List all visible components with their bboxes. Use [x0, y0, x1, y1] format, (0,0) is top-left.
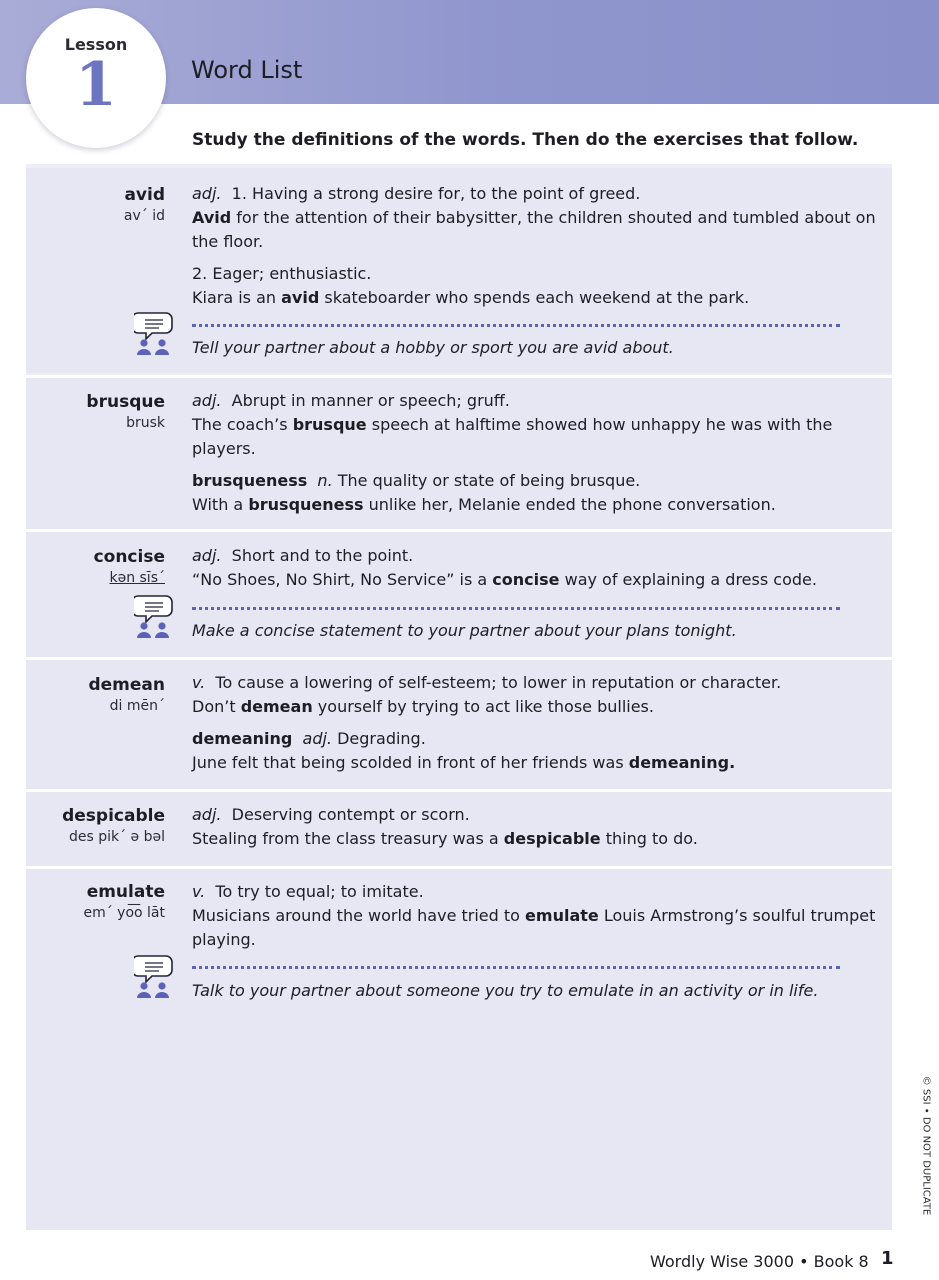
partner-prompt: Talk to your partner about someone you try to emulate in an activity or in life.	[192, 981, 819, 1000]
definition-text: Eager; enthusiastic.	[212, 264, 372, 283]
headword: concise	[93, 547, 165, 567]
example-text: for the attention of their babysitter, the children shouted and tumbled about on the floor.	[192, 208, 876, 251]
definition-block	[192, 389, 882, 517]
definition-block	[192, 880, 882, 952]
definition-block	[192, 803, 882, 851]
talk-icon	[134, 593, 176, 641]
example-text: speech at halftime showed how unhappy he was with the players.	[192, 415, 833, 458]
derived-word: brusqueness	[192, 471, 308, 490]
example-keyword: brusqueness	[248, 495, 364, 514]
page-number: 1	[881, 1248, 894, 1269]
example-keyword: demeaning.	[628, 753, 736, 772]
example-keyword: demean	[240, 697, 313, 716]
example-keyword: brusque	[292, 415, 367, 434]
pronunciation: av´ id	[123, 208, 165, 224]
example-text: Louis Armstrong’s soulful trumpet playing.	[192, 906, 876, 949]
example-text: thing to do.	[600, 829, 698, 848]
definition-text: To cause a lowering of self-esteem; to lower in reputation or character.	[215, 673, 782, 692]
definition-text: Abrupt in manner or speech; gruff.	[231, 391, 510, 410]
dotted-rule	[192, 324, 840, 327]
talk-icon	[134, 310, 176, 358]
definition-text: Degrading.	[337, 729, 426, 748]
part-of-speech: n.	[317, 471, 333, 490]
example-keyword: Avid	[192, 208, 232, 227]
pronunciation: di mēn´	[109, 698, 165, 714]
definition-text: The quality or state of being brusque.	[337, 471, 641, 490]
example-text: Stealing from the class treasury was a	[192, 829, 504, 848]
example-text: skateboarder who spends each weekend at the park.	[319, 288, 750, 307]
derived-word: demeaning	[192, 729, 293, 748]
example-text: yourself by trying to act like those bullies.	[312, 697, 654, 716]
sense-number: 2.	[192, 264, 208, 283]
part-of-speech: adj.	[192, 805, 222, 824]
pronunciation: des pik´ ə bəl	[68, 829, 165, 845]
example-text: With a	[192, 495, 249, 514]
part-of-speech: adj.	[302, 729, 333, 748]
example-keyword: despicable	[503, 829, 601, 848]
instructions: Study the definitions of the words. Then do the exercises that follow.	[192, 130, 859, 150]
part-of-speech: adj.	[192, 546, 222, 565]
definition-text: Having a strong desire for, to the point of greed.	[252, 184, 641, 203]
example-keyword: emulate	[525, 906, 599, 925]
lesson-badge	[26, 8, 166, 148]
lesson-label: Lesson	[64, 35, 128, 54]
example-text: Musicians around the world have tried to	[192, 906, 526, 925]
definition-block	[192, 671, 882, 775]
part-of-speech: v.	[192, 673, 206, 692]
definition-text: To try to equal; to imitate.	[215, 882, 424, 901]
definition-block	[192, 544, 882, 592]
example-keyword: concise	[492, 570, 560, 589]
sense-number: 1.	[231, 184, 247, 203]
example-text: “No Shoes, No Shirt, No Service” is a	[192, 570, 493, 589]
example-text: way of explaining a dress code.	[559, 570, 817, 589]
example-keyword: avid	[281, 288, 320, 307]
headword: brusque	[86, 392, 165, 412]
pronunciation: kən sīs´	[109, 570, 165, 586]
talk-icon	[134, 953, 176, 1001]
example-text: The coach’s	[192, 415, 293, 434]
headword: avid	[124, 185, 165, 205]
footer-book-title: Wordly Wise 3000 • Book 8	[650, 1252, 869, 1271]
definition-text: Short and to the point.	[231, 546, 414, 565]
headword: emulate	[86, 882, 165, 902]
part-of-speech: v.	[192, 882, 206, 901]
definition-text: Deserving contempt or scorn.	[231, 805, 470, 824]
part-of-speech: adj.	[192, 184, 222, 203]
part-of-speech: adj.	[192, 391, 222, 410]
headword: demean	[88, 675, 165, 695]
pronunciation: brusk	[126, 415, 165, 431]
headword: despicable	[62, 806, 165, 826]
example-text: June felt that being scolded in front of her friends was	[192, 753, 629, 772]
copyright-notice: © SSI • DO NOT DUPLICATE	[920, 1075, 932, 1216]
pronunciation: em´ yo͞o lāt	[83, 905, 165, 921]
lesson-number: 1	[75, 50, 117, 120]
dotted-rule	[192, 966, 840, 969]
partner-prompt: Tell your partner about a hobby or sport you are avid about.	[192, 338, 674, 357]
example-text: Don’t	[192, 697, 241, 716]
definition-block	[192, 182, 882, 310]
example-text: unlike her, Melanie ended the phone conversation.	[363, 495, 776, 514]
dotted-rule	[192, 607, 840, 610]
section-title: Word List	[191, 56, 303, 84]
partner-prompt: Make a concise statement to your partner about your plans tonight.	[192, 621, 737, 640]
example-text: Kiara is an	[192, 288, 282, 307]
